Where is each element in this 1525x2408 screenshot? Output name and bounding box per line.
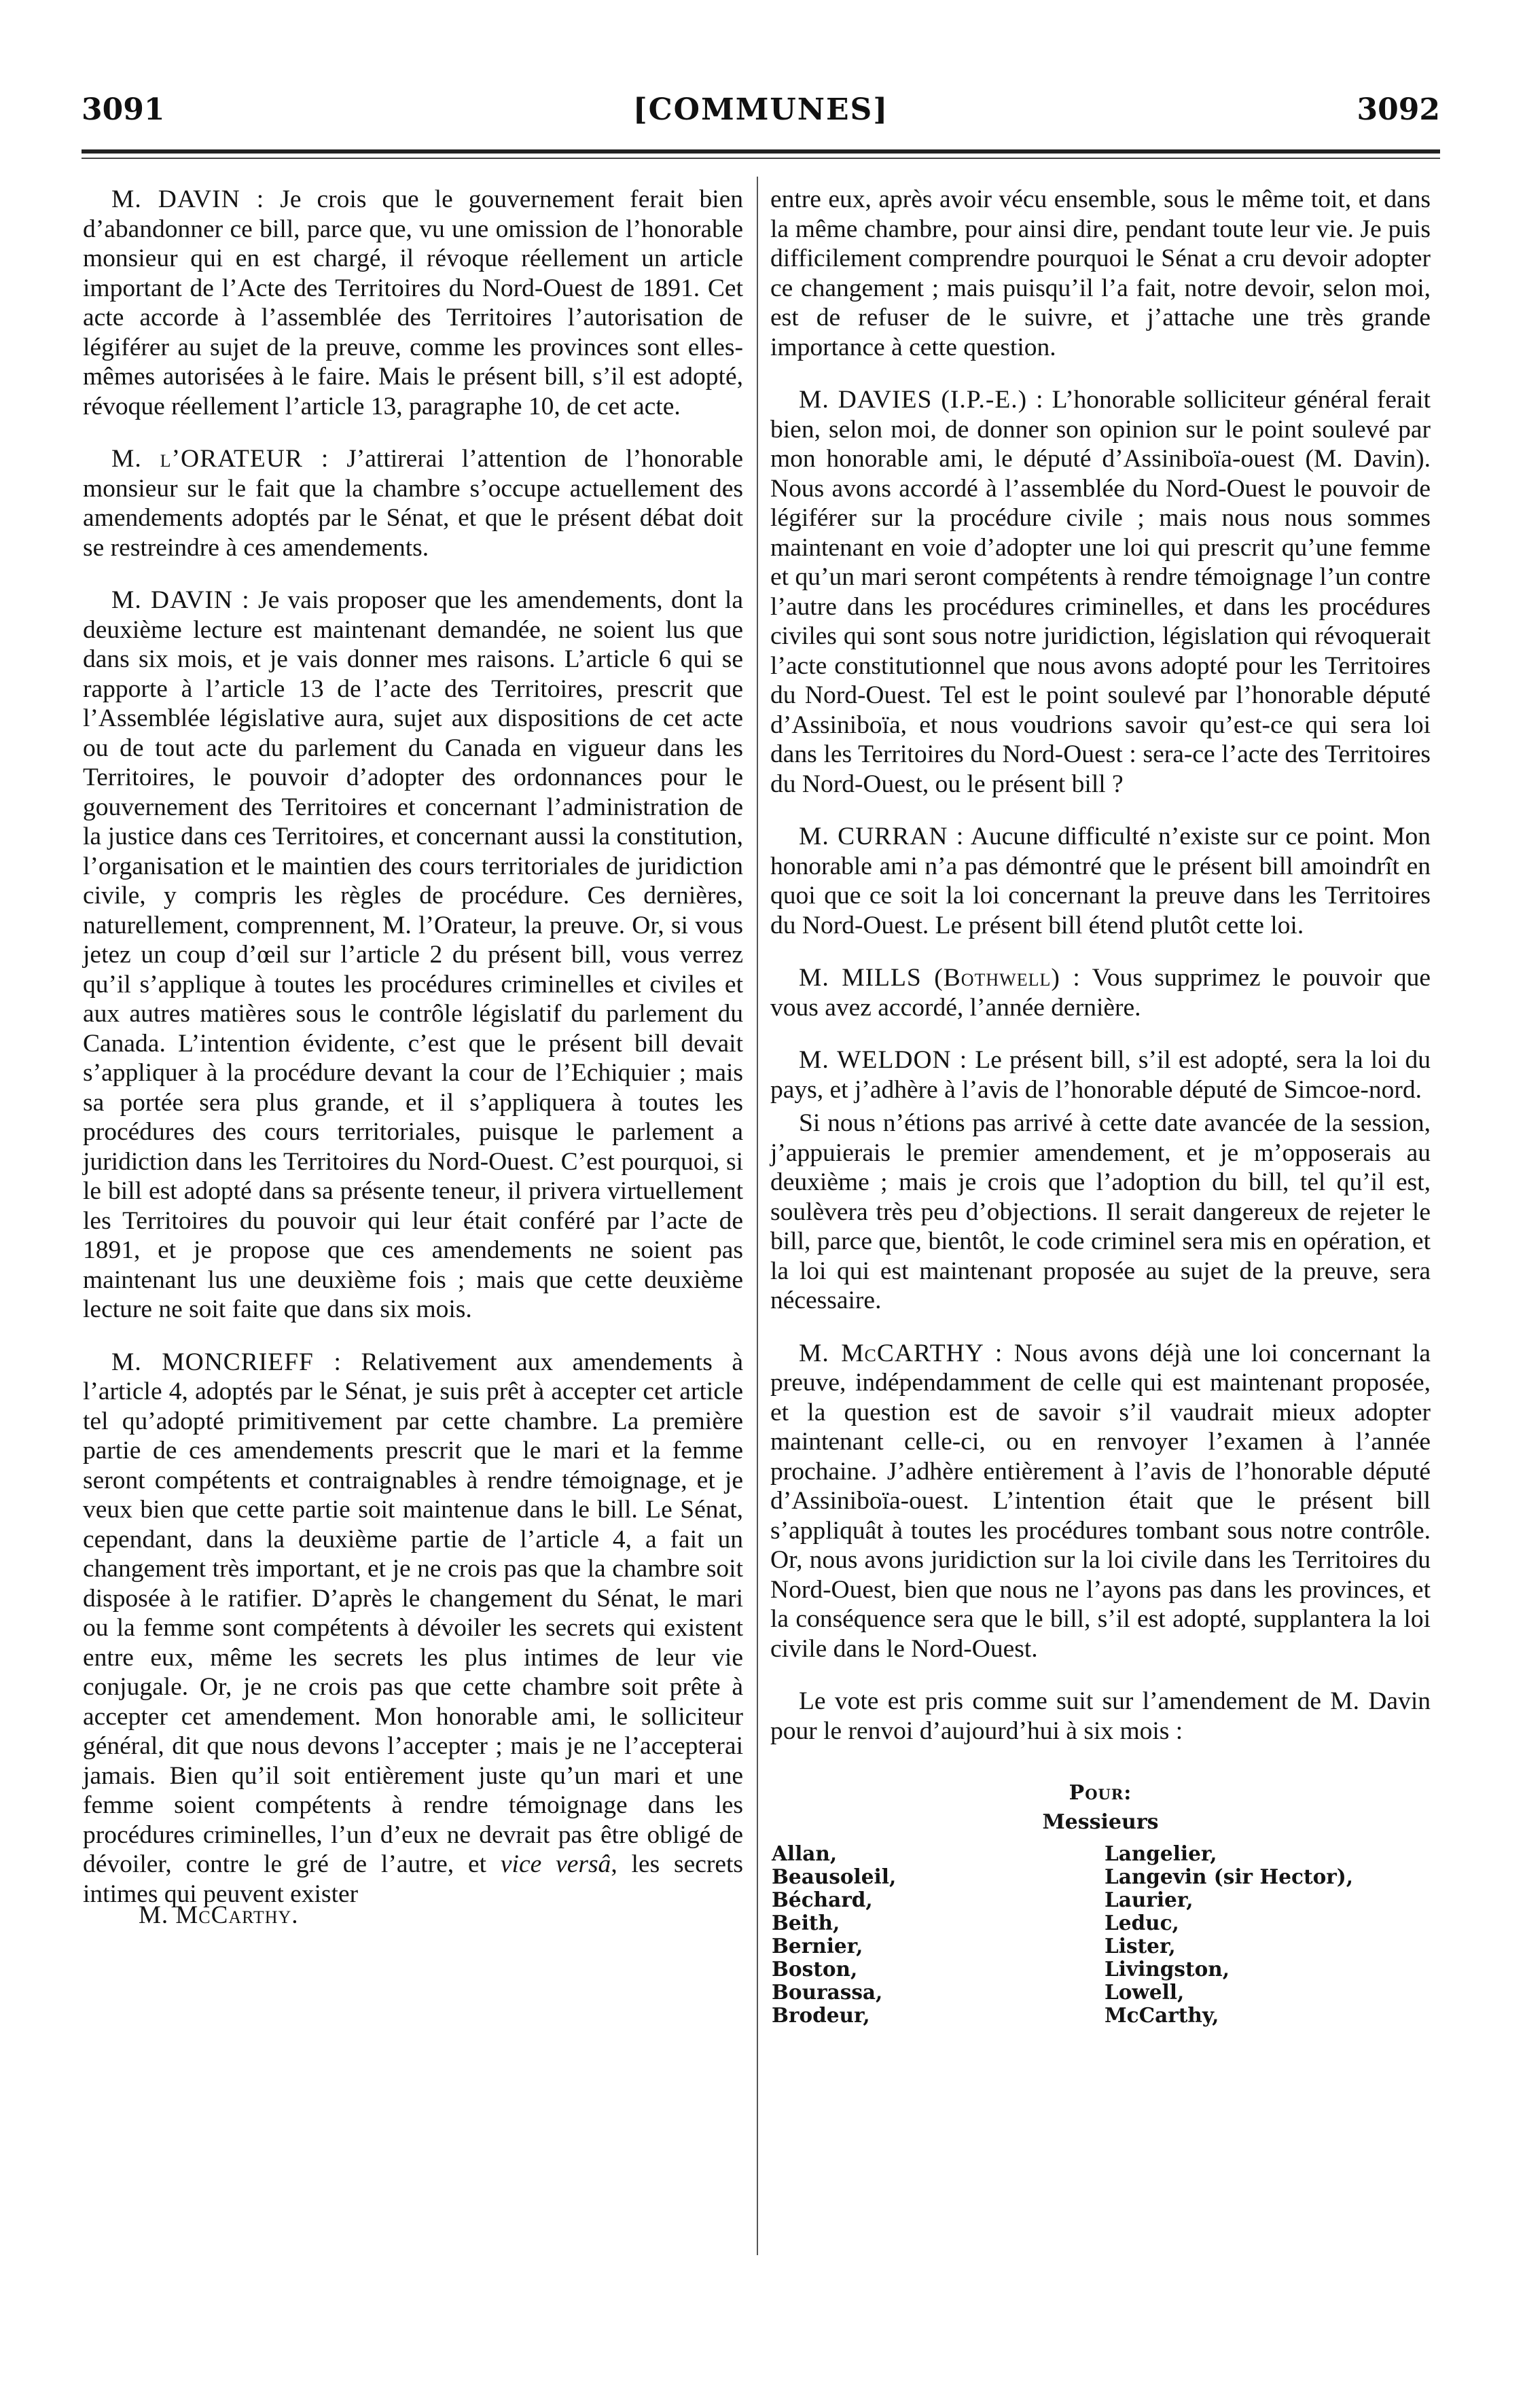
speaker-name: M. l’ORATEUR : [111,445,329,473]
vote-name: Brodeur, [772,2003,870,2027]
speech-text: Je crois que le gouvernement ferait bien d’abandonner ce bill, parce que, vu une omission de l’honorable monsieur qui en est chargé, il révoque réellement un article important de l’Acte des Territoires du Nord-Ouest de 1891. Cet acte accorde à l’assemblée des Territoires l’autorisation de légiférer au sujet de la preuve, comme les provinces sont elles-mêmes autorisées à le faire. Mais le présent bill, s’il est adopté, révoque réellement l’article 13, paragraphe 10, de cet acte. [83,185,744,420]
speech-moncrieff [83,1348,743,1909]
vote-names-list [770,1842,1431,2027]
speech-text: Relativement aux amendements à l’article 4, adoptés par le Sénat, je suis prêt à accepter cet article tel qu’adopté primitivement par cette chambre. La première partie de ces amendements prescrit que le mari et la femme seront compétents et contraignables à rendre témoignage, et je veux bien que cette partie soit maintenue dans le bill. Le Sénat, cependant, dans la deuxième partie de l’article 4, a fait un changement très important, et je ne crois pas que la chambre soit disposée à le ratifier. D’après le changement du Sénat, le mari ou la femme sont compétents à dévoiler les secrets qui existent entre eux, même les secrets les plus intimes de leur vie conjugale. Or, je ne crois pas que cette chambre soit prête à accepter cet amendement. Mon honorable ami, le solliciteur général, dit que nous devons l’accepter ; mais je ne l’accepterai jamais. Bien qu’il soit entièrement juste qu’un mari et une femme soient compétents à rendre témoignage dans les procédures criminelles, l’un d’eux ne devrait pas être obligé de dévoiler, contre le gré de l’autre, et [83,1348,744,1878]
speech-davies [770,385,1431,799]
vote-name: Leduc, [1105,1911,1179,1935]
continuation-speaker-signature: M. McCarthy. [139,1901,299,1929]
speech-orateur [83,444,743,562]
speech-weldon-continued [770,1109,1431,1316]
speech-text: Je vais proposer que les amendements, dont la deuxième lecture est maintenant demandée, ne soient lus que dans six mois, et je vais donner mes raisons. L’article 6 qui se rapporte à l’article 13 de l’acte des Territoires, prescrit que l’Assemblée législative aura, sujet aux dispositions de cet acte ou de tout acte du parlement du Canada en vigueur dans les Territoires, le pouvoir d’adopter des ordonnances pour le gouvernement des Territoires et concernant l’administration de la justice dans ces Territoires, et concernant aussi la constitution, l’organisation et le maintien des cours territoriales de juridiction civile, y compris les règles de procédure. Ces dernières, naturellement, comprennent, M. l’Orateur, la preuve. Or, si vous jetez un coup d’œil sur l’article 2 du présent bill, vous verrez qu’il s’applique à toutes les procédures criminelles et civiles et aux autres matières sous le contrôle législatif du parlement du Canada. L’intention évidente, c’est que le présent bill devait s’appliquer à la procédure devant la cour de l’Echiquier ; mais sa portée sera plus grande, et il s’appliquera à toutes les procédures des cours territoriales, puisque le parlement a juridiction dans les Territoires du Nord-Ouest. C’est pourquoi, si le bill est adopté dans sa présente teneur, il privera virtuellement les Territoires du pouvoir qui leur était conféré par l’acte de 1891, et je propose que ces amendements ne soient pas maintenant lus une deuxième fois ; mais que cette deuxième lecture ne soit faite que dans six mois. [83,586,743,1323]
speech-text: entre eux, après avoir vécu ensemble, sous le même toit, et dans la même chambre, pour ainsi dire, pendant toute leur vie. Je puis difficilement comprendre pourquoi le Sénat a cru devoir adopter ce changement ; mais puisqu’il l’a fait, notre devoir, selon moi, est de refuser de le suivre, et j’attache une très grande importance à cette question. [770,185,1431,361]
vote-intro [770,1687,1431,1746]
vote-name: Beith, [772,1911,840,1935]
vote-name: Bourassa, [772,1980,883,2004]
vote-name: Lowell, [1105,1980,1185,2004]
left-column [83,185,743,1930]
speech-weldon [770,1045,1431,1104]
speech-text: Nous avons déjà une loi concernant la preuve, indépendamment de celle qui est maintenant proposée, et la question est de savoir s’il vaudrait mieux adopter maintenant celle-ci, ou en renvoyer l’examen à l’année prochaine. J’adhère entièrement à l’avis de l’honorable député d’Assiniboïa-ouest. L’intention était que le présent bill s’appliquât à toutes les procédures tombant sous notre contrôle. Or, nous avons juridiction sur la loi civile dans les Territoires du Nord-Ouest, bien que nous ne l’ayons pas dans les provinces, et la conséquence sera que le bill, s’il est adopté, supplantera la loi civile dans le Nord-Ouest. [770,1339,1431,1663]
speaker-name: M. McCARTHY : [799,1339,1003,1367]
page-title: [COMMUNES] [632,92,889,127]
column-divider [757,177,758,2255]
speech-text: J’attirerai l’attention de l’honorable monsieur sur le fait que la chambre s’occupe actuellement des amendements adoptés par le Sénat, et que le présent débat doit se restreindre à ces amendements. [83,445,743,562]
speech-text-continued: , les secrets intimes qui peuvent exister [83,1850,744,1908]
vote-name: Boston, [772,1957,858,1981]
vote-messieurs-label: Messieurs [1042,1810,1159,1834]
vote-name: Langelier, [1105,1841,1217,1865]
speech-mccarthy [770,1339,1431,1664]
page-number-right: 3092 [1357,92,1440,127]
vote-names-column-2 [1105,1842,1431,2027]
vote-name: Beausoleil, [772,1865,897,1888]
speaker-name: M. DAVIN : [111,586,250,614]
vote-names-column-1 [770,1842,1105,2027]
header-rule-thick [82,149,1440,154]
right-column [770,185,1431,2027]
speech-davin-2 [83,586,743,1325]
vote-name: Langevin (sir Hector), [1105,1865,1354,1888]
vote-name: Bernier, [772,1934,863,1958]
speaker-name: M. MONCRIEFF : [111,1348,342,1376]
speech-text: Si nous n’étions pas arrivé à cette date avancée de la session, j’appuierais le premier amendement, et je m’opposerais au deuxième ; mais je crois que l’adoption du bill, tel qu’il est, soulèvera très peu d’objections. Il serait dangereux de rejeter le bill, parce que, bientôt, le code criminel sera mis en opération, et la loi qui est maintenant proposée au sujet de la preuve, sera nécessaire. [770,1109,1431,1314]
page-number-left: 3091 [82,92,165,127]
speaker-name: M. DAVIES (I.P.-E.) : [799,386,1044,414]
vote-name: Lister, [1105,1934,1176,1958]
speaker-name: M. DAVIN : [111,185,265,213]
speaker-name: M. WELDON : [799,1046,968,1074]
speech-text: L’honorable solliciteur général ferait bien, selon moi, de donner son opinion sur le point soulevé par mon honorable ami, le député d’Assiniboïa-ouest (M. Davin). Nous avons accordé à l’assemblée du Nord-Ouest le pouvoir de légiférer sur la procédure civile ; mais nous nous sommes maintenant en voie d’adopter une loi qui prescrit qu’une femme et qu’un mari seront compétents à rendre témoignage l’un contre l’autre dans les procédures criminelles, et dans les procédures civiles qui sont sous notre juridiction, législation qui révoquerait l’acte constitutionnel que nous avons adopté pour les Territoires du Nord-Ouest. Tel est le point soulevé par l’honorable député d’Assiniboïa, et nous voudrions savoir qu’est-ce qui sera loi dans les Territoires du Nord-Ouest : sera-ce l’acte des Territoires du Nord-Ouest, ou le présent bill ? [770,386,1431,798]
vote-name: Livingston, [1105,1957,1230,1981]
speech-text: Vous supprimez le pouvoir que vous avez accordé, l’année dernière. [770,964,1431,1022]
speech-curran [770,822,1431,940]
vote-intro-text: Le vote est pris comme suit sur l’amendement de M. Davin pour le renvoi d’aujourd’hui à six mois : [770,1687,1431,1745]
speech-continued [770,185,1431,362]
vote-name: Allan, [772,1841,838,1865]
vote-name: McCarthy, [1105,2003,1219,2027]
speech-italic-text: vice versâ [500,1850,611,1878]
page-header [82,92,1440,133]
speech-mills [770,963,1431,1022]
header-rule-thin [82,158,1440,159]
vote-pour-label: Pour: [1069,1781,1132,1805]
speech-davin-1 [83,185,743,421]
vote-name: Laurier, [1105,1888,1194,1911]
speaker-name: M. CURRAN : [799,823,965,850]
vote-heading [770,1781,1431,1834]
vote-name: Béchard, [772,1888,873,1911]
speech-text: Aucune difficulté n’existe sur ce point. Mon honorable ami n’a pas démontré que le présent bill amoindrît en quoi que ce soit la loi concernant la preuve dans les Territoires du Nord-Ouest. Le présent bill étend plutôt cette loi. [770,823,1431,939]
speaker-name: M. MILLS (Bothwell) : [799,964,1081,992]
speech-text: Le présent bill, s’il est adopté, sera la loi du pays, et j’adhère à l’avis de l’honorable député de Simcoe-nord. [770,1046,1431,1104]
